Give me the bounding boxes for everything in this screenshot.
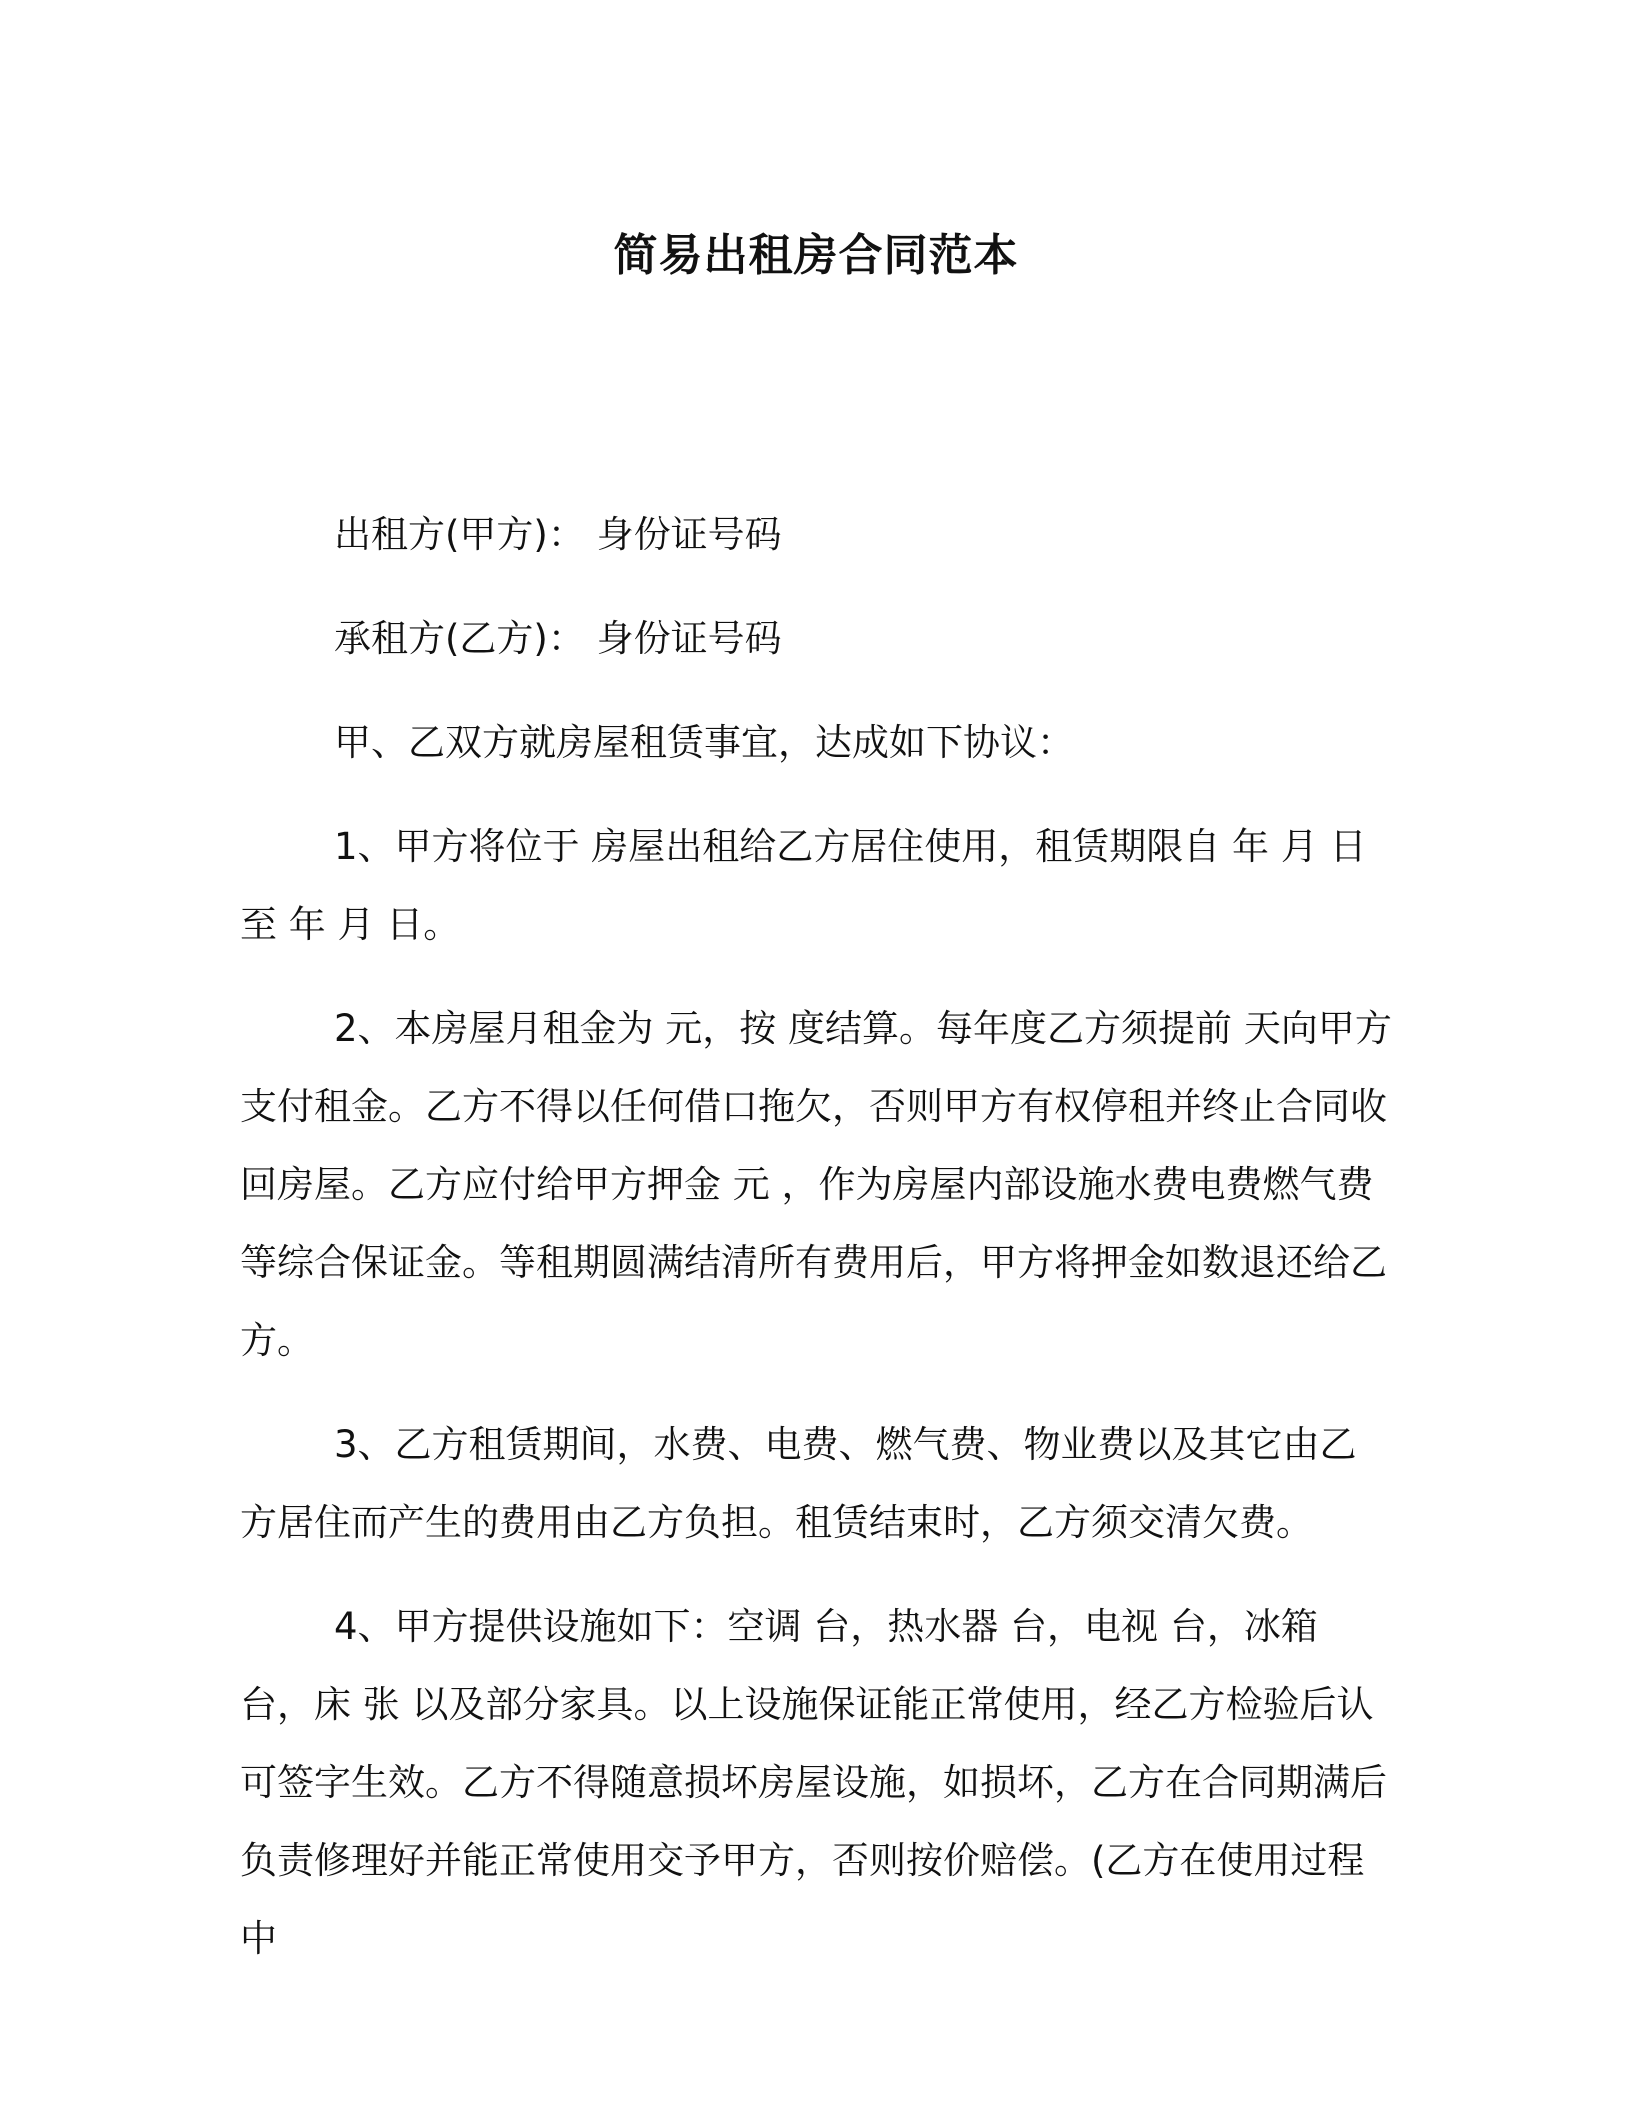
paragraph-clause-4: 4、甲方提供设施如下：空调 台，热水器 台，电视 台，冰箱 台，床 张 以及部分家具。以上设施保证能正常使用，经乙方检验后认可签字生效。乙方不得随意损坏房屋设施，如损坏，乙方在合同期满后负责修理好并能正常使用交予甲方，否则按价赔偿。(乙方在使用过程中 bbox=[240, 1605, 1387, 1960]
paragraph-clause-2: 2、本房屋月租金为 元，按 度结算。每年度乙方须提前 天向甲方支付租金。乙方不得以任何借口拖欠，否则甲方有权停租并终止合同收回房屋。乙方应付给甲方押金 元 ，作为房屋内部设施水费电费燃气费等综合保证金。等租期圆满结清所有费用后，甲方将押金如数退还给乙方。 bbox=[240, 1007, 1392, 1362]
document-title: 简易出租房合同范本 bbox=[613, 230, 1019, 281]
paragraph-agreement-intro: 甲、乙双方就房屋租赁事宜，达成如下协议： bbox=[334, 721, 1074, 764]
paragraph-clause-3: 3、乙方租赁期间，水费、电费、燃气费、物业费以及其它由乙方居住而产生的费用由乙方负担。租赁结束时，乙方须交清欠费。 bbox=[240, 1423, 1357, 1544]
paragraph-clause-1: 1、甲方将位于 房屋出租给乙方居住使用，租赁期限自 年 月 日至 年 月 日。 bbox=[240, 825, 1367, 946]
paragraph-lessor: 出租方(甲方)： 身份证号码 bbox=[334, 513, 782, 556]
document-body bbox=[240, 496, 1392, 2004]
paragraph-lessee: 承租方(乙方)： 身份证号码 bbox=[334, 617, 782, 660]
